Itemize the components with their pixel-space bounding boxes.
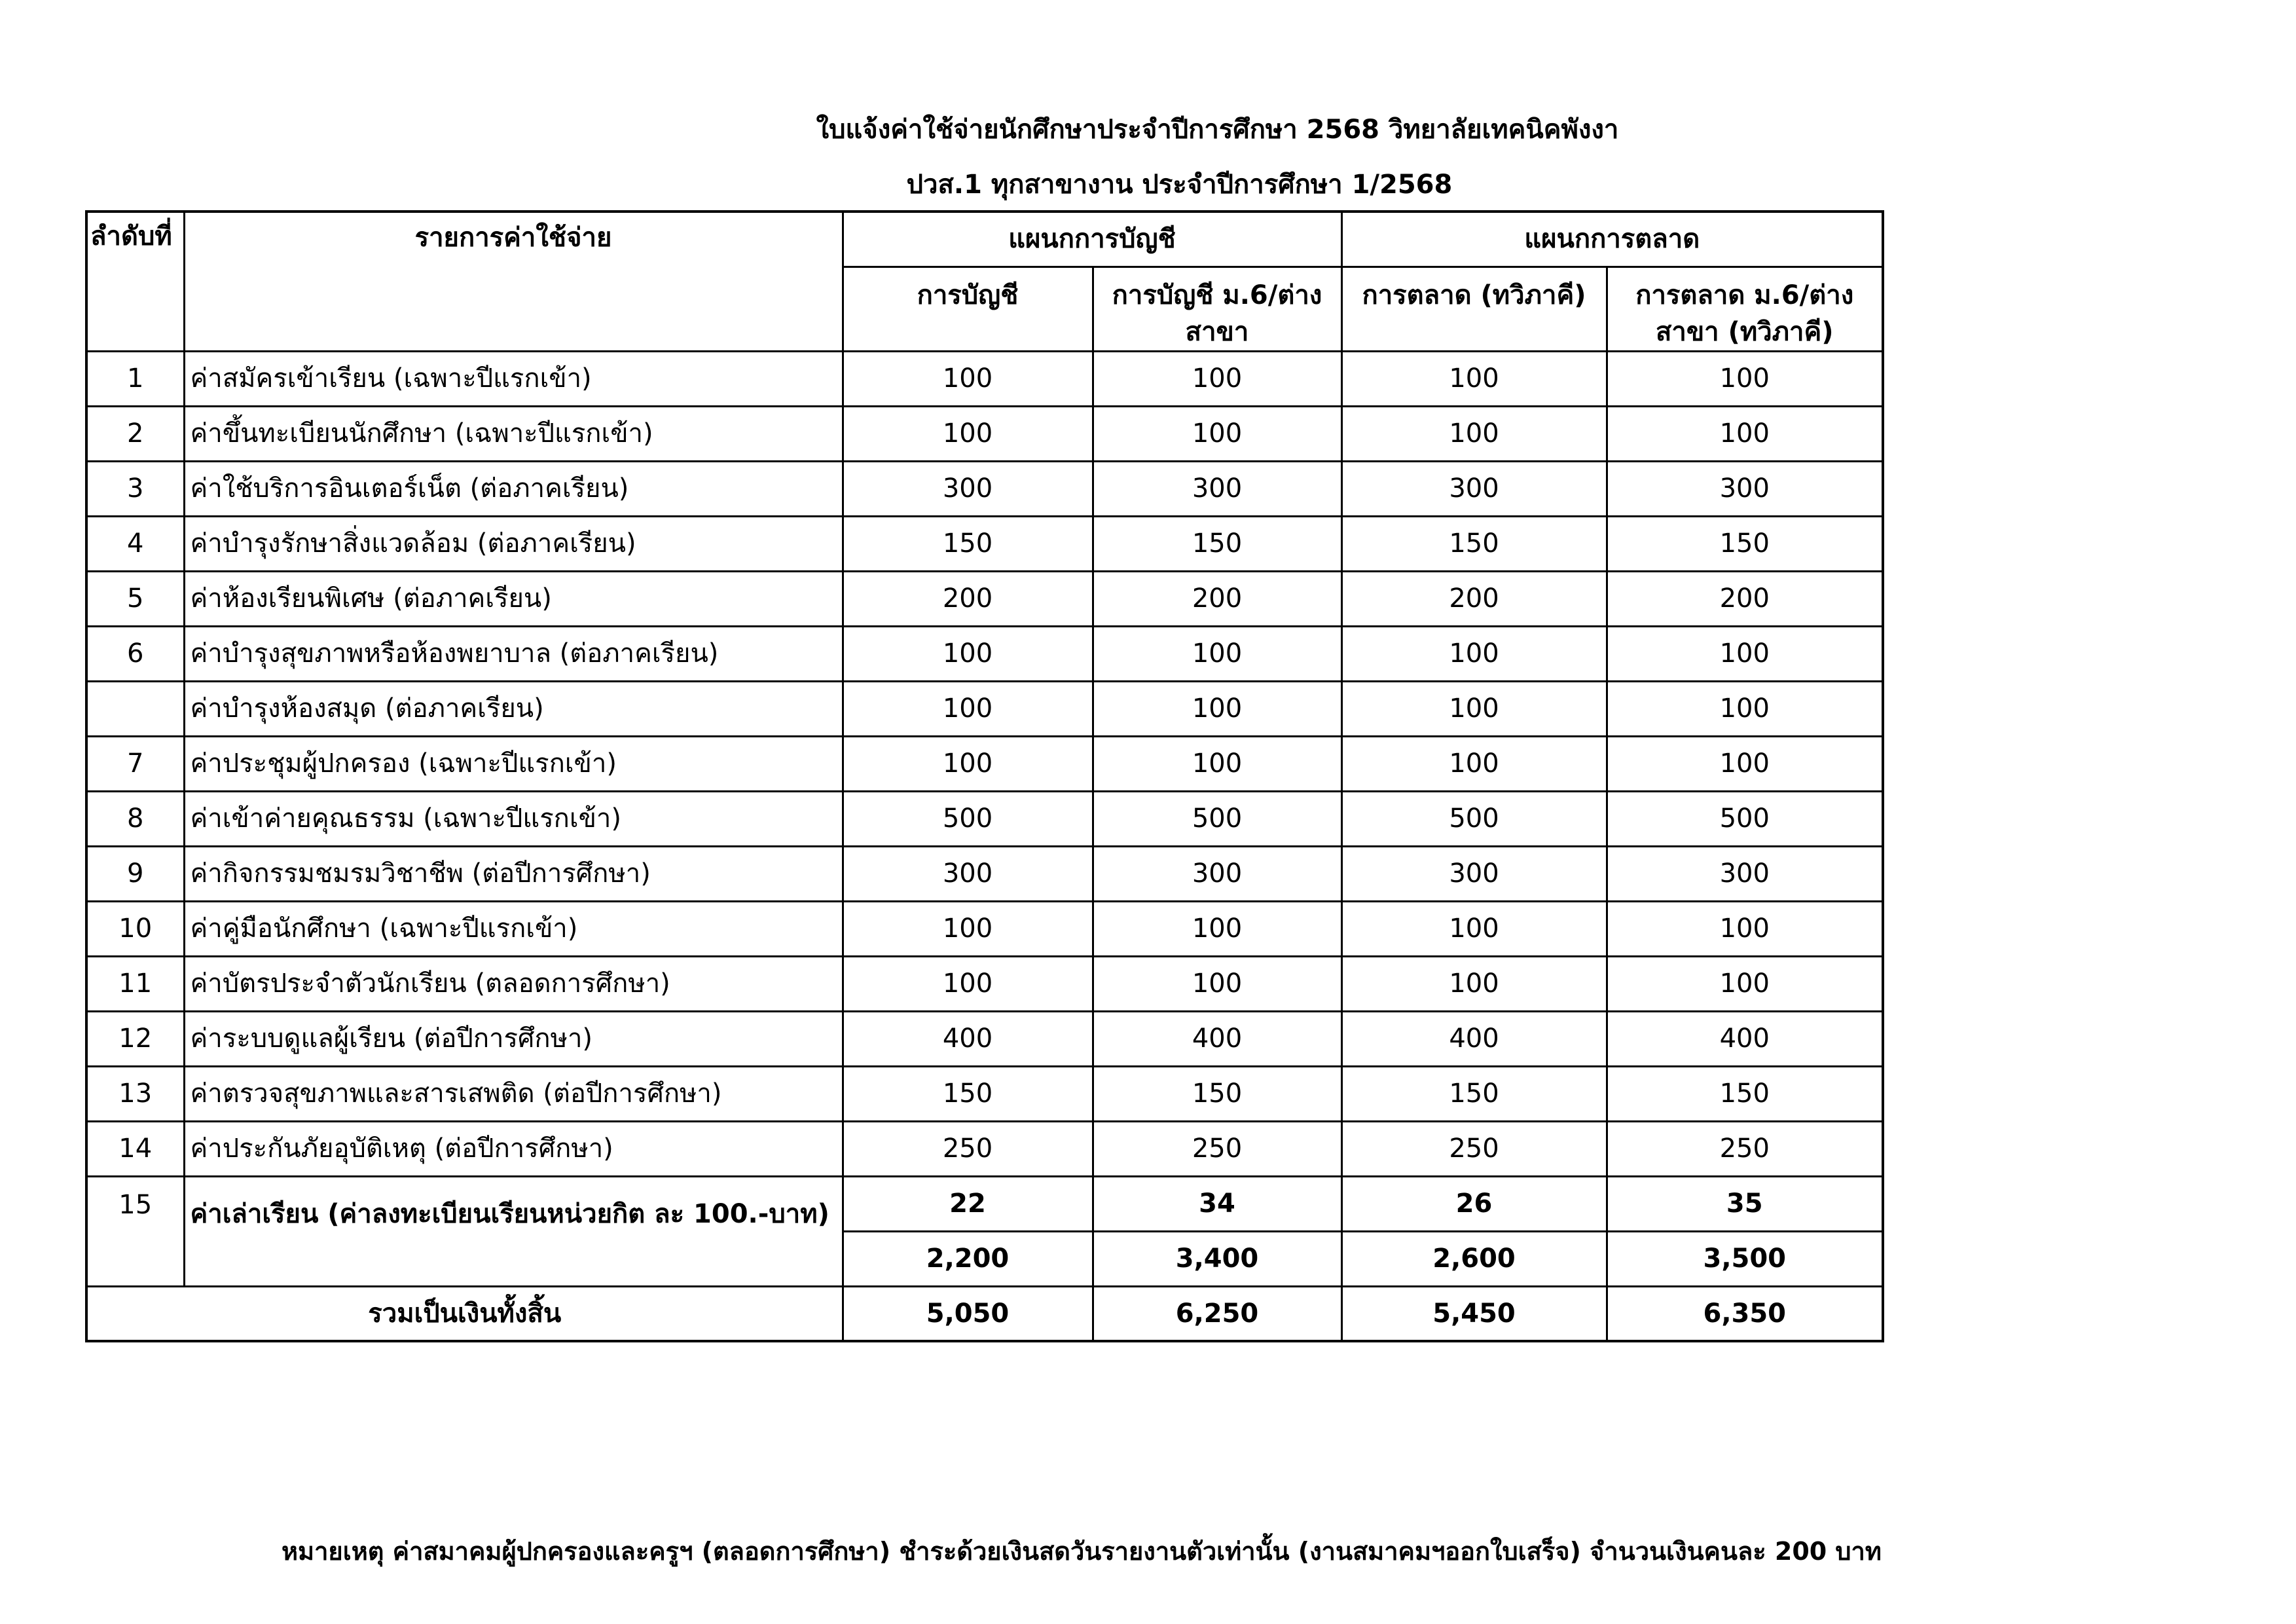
row-value: 100 (1341, 901, 1607, 956)
row-value: 100 (1607, 681, 1883, 736)
row-value: 300 (1341, 461, 1607, 516)
header-group-marketing: แผนกการตลาด (1341, 212, 1883, 267)
row-item: ค่าบำรุงห้องสมุด (ต่อภาคเรียน) (184, 681, 843, 736)
row-value: 100 (1607, 736, 1883, 791)
row-value: 100 (1093, 406, 1341, 461)
row-value: 200 (1093, 571, 1341, 626)
row-item: ค่าประชุมผู้ปกครอง (เฉพาะปีแรกเข้า) (184, 736, 843, 791)
row-number: 9 (86, 846, 184, 901)
document-subtitle: ปวส.1 ทุกสาขางาน ประจำปีการศึกษา 1/2568 (906, 170, 1453, 200)
row-number: 7 (86, 736, 184, 791)
fees-table (85, 210, 1884, 1342)
row-value: 150 (1341, 516, 1607, 571)
row-value: 300 (1093, 461, 1341, 516)
table-row (86, 351, 1883, 406)
table-row (86, 1011, 1883, 1066)
row-number: 12 (86, 1011, 184, 1066)
subheader-accounting: การบัญชี (843, 267, 1093, 351)
row-item: ค่าประกันภัยอุบัติเหตุ (ต่อปีการศึกษา) (184, 1121, 843, 1176)
total-label: รวมเป็นเงินทั้งสิ้น (86, 1286, 843, 1341)
row-value: 300 (1341, 846, 1607, 901)
row-value: 500 (843, 791, 1093, 846)
tuition-amount: 3,400 (1093, 1231, 1341, 1286)
row-number: 8 (86, 791, 184, 846)
table-row (86, 406, 1883, 461)
subheader-accounting-m6: การบัญชี ม.6/ต่างสาขา (1093, 267, 1341, 351)
row-value: 200 (1607, 571, 1883, 626)
table-row (86, 681, 1883, 736)
table-row (86, 846, 1883, 901)
table-row (86, 461, 1883, 516)
row-number: 4 (86, 516, 184, 571)
row-value: 100 (1093, 736, 1341, 791)
row-value: 100 (843, 736, 1093, 791)
row-value: 100 (1093, 351, 1341, 406)
row-number: 5 (86, 571, 184, 626)
row-item: ค่าระบบดูแลผู้เรียน (ต่อปีการศึกษา) (184, 1011, 843, 1066)
row-item: ค่าใช้บริการอินเตอร์เน็ต (ต่อภาคเรียน) (184, 461, 843, 516)
row-value: 250 (1341, 1121, 1607, 1176)
table-row (86, 736, 1883, 791)
row-value: 300 (1607, 846, 1883, 901)
row-value: 150 (1093, 516, 1341, 571)
row-value: 100 (843, 956, 1093, 1011)
row-item: ค่าบำรุงสุขภาพหรือห้องพยาบาล (ต่อภาคเรียน) (184, 626, 843, 681)
row-item: ค่ากิจกรรมชมรมวิชาชีพ (ต่อปีการศึกษา) (184, 846, 843, 901)
row-value: 100 (1607, 351, 1883, 406)
row-value: 300 (843, 846, 1093, 901)
row-value: 500 (1341, 791, 1607, 846)
row-value: 100 (843, 901, 1093, 956)
row-value: 100 (843, 351, 1093, 406)
row-value: 300 (1093, 846, 1341, 901)
tuition-amount: 2,600 (1341, 1231, 1607, 1286)
row-value: 100 (1341, 681, 1607, 736)
credit-value: 22 (843, 1176, 1093, 1231)
row-item: ค่าคู่มือนักศึกษา (เฉพาะปีแรกเข้า) (184, 901, 843, 956)
row-item: ค่าห้องเรียนพิเศษ (ต่อภาคเรียน) (184, 571, 843, 626)
total-value: 5,050 (843, 1286, 1093, 1341)
row-value: 150 (843, 1066, 1093, 1121)
row-value: 100 (1607, 626, 1883, 681)
table-row (86, 571, 1883, 626)
row-value: 150 (1341, 1066, 1607, 1121)
row-value: 400 (1341, 1011, 1607, 1066)
row-item: ค่าบำรุงรักษาสิ่งแวดล้อม (ต่อภาคเรียน) (184, 516, 843, 571)
table-row (86, 626, 1883, 681)
row-item: ค่าขึ้นทะเบียนนักศึกษา (เฉพาะปีแรกเข้า) (184, 406, 843, 461)
row-value: 200 (843, 571, 1093, 626)
header-seq: ลำดับที่ (86, 212, 184, 351)
row-value: 300 (1607, 461, 1883, 516)
table-row (86, 791, 1883, 846)
row-item-tuition: ค่าเล่าเรียน (ค่าลงทะเบียนเรียนหน่วยกิต ละ 100.-บาท) (184, 1176, 843, 1286)
row-value: 400 (1607, 1011, 1883, 1066)
row-number: 10 (86, 901, 184, 956)
header-item: รายการค่าใช้จ่าย (184, 212, 843, 351)
row-item: ค่าสมัครเข้าเรียน (เฉพาะปีแรกเข้า) (184, 351, 843, 406)
subheader-marketing-m6: การตลาด ม.6/ต่างสาขา (ทวิภาคี) (1607, 267, 1883, 351)
row-value: 100 (1093, 901, 1341, 956)
row-value: 100 (843, 681, 1093, 736)
credit-value: 34 (1093, 1176, 1341, 1231)
row-value: 400 (843, 1011, 1093, 1066)
row-value: 150 (1093, 1066, 1341, 1121)
row-item: ค่าบัตรประจำตัวนักเรียน (ตลอดการศึกษา) (184, 956, 843, 1011)
row-value: 100 (843, 626, 1093, 681)
row-value: 500 (1607, 791, 1883, 846)
row-value: 100 (1093, 956, 1341, 1011)
row-value: 250 (1607, 1121, 1883, 1176)
table-row (86, 516, 1883, 571)
row-value: 100 (1093, 681, 1341, 736)
row-value: 100 (1341, 406, 1607, 461)
row-number: 14 (86, 1121, 184, 1176)
credit-value: 35 (1607, 1176, 1883, 1231)
row-number: 11 (86, 956, 184, 1011)
row-value: 150 (1607, 516, 1883, 571)
total-value: 5,450 (1341, 1286, 1607, 1341)
table-row (86, 1176, 1883, 1231)
row-value: 100 (1341, 736, 1607, 791)
row-number: 3 (86, 461, 184, 516)
row-number (86, 681, 184, 736)
row-number: 15 (86, 1176, 184, 1286)
row-value: 100 (1341, 626, 1607, 681)
row-value: 500 (1093, 791, 1341, 846)
row-item: ค่าเข้าค่ายคุณธรรม (เฉพาะปีแรกเข้า) (184, 791, 843, 846)
total-row (86, 1286, 1883, 1341)
table-row (86, 1121, 1883, 1176)
total-value: 6,250 (1093, 1286, 1341, 1341)
table-row (86, 901, 1883, 956)
subheader-marketing: การตลาด (ทวิภาคี) (1341, 267, 1607, 351)
row-value: 100 (843, 406, 1093, 461)
row-value: 150 (843, 516, 1093, 571)
credit-value: 26 (1341, 1176, 1607, 1231)
row-value: 200 (1341, 571, 1607, 626)
row-number: 1 (86, 351, 184, 406)
tuition-amount: 2,200 (843, 1231, 1093, 1286)
total-value: 6,350 (1607, 1286, 1883, 1341)
row-value: 400 (1093, 1011, 1341, 1066)
header-group-accounting: แผนกการบัญชี (843, 212, 1341, 267)
row-value: 300 (843, 461, 1093, 516)
table-row (86, 956, 1883, 1011)
header-row (86, 212, 1883, 267)
row-value: 100 (1341, 956, 1607, 1011)
row-value: 150 (1607, 1066, 1883, 1121)
table-row (86, 1066, 1883, 1121)
document-title: ใบแจ้งค่าใช้จ่ายนักศึกษาประจำปีการศึกษา 2568 วิทยาลัยเทคนิคพังงา (816, 115, 1619, 145)
row-value: 100 (1607, 956, 1883, 1011)
row-value: 100 (1341, 351, 1607, 406)
row-value: 250 (843, 1121, 1093, 1176)
row-value: 100 (1607, 406, 1883, 461)
row-number: 13 (86, 1066, 184, 1121)
row-value: 250 (1093, 1121, 1341, 1176)
row-item: ค่าตรวจสุขภาพและสารเสพติด (ต่อปีการศึกษา) (184, 1066, 843, 1121)
row-value: 100 (1093, 626, 1341, 681)
tuition-amount: 3,500 (1607, 1231, 1883, 1286)
row-number: 6 (86, 626, 184, 681)
row-number: 2 (86, 406, 184, 461)
row-value: 100 (1607, 901, 1883, 956)
footnote: หมายเหตุ ค่าสมาคมผู้ปกครองและครูฯ (ตลอดการศึกษา) ชำระด้วยเงินสดวันรายงานตัวเท่านั้น (งานสมาคมฯออกใบเสร็จ) จำนวนเงินคนละ 200 บาท (282, 1537, 1882, 1566)
